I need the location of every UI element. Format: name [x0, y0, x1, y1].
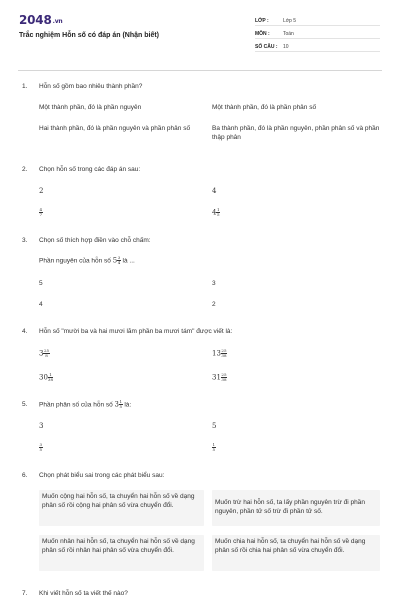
question-number: 3. [22, 237, 28, 244]
info-value: Toán [283, 31, 294, 37]
fraction: $\frac{1}{38}$ [47, 372, 54, 383]
question-number: 4. [22, 328, 28, 335]
q6-option-d[interactable]: Muốn chia hai hỗn số, ta chuyển hai hỗn số về dạng phân số rồi chia hai phân số vừa chuyển đổi. [212, 535, 380, 571]
q3-option-d[interactable]: 2 [212, 301, 216, 308]
q2-option-b[interactable]: 4 [212, 187, 217, 195]
q4-option-a[interactable]: 3 $\frac{25}{8}$ [39, 348, 50, 359]
question-text: Hỗn số "mười ba và hai mươi lăm phần ba mươi tám" được viết là: [39, 328, 233, 335]
q3-option-b[interactable]: 3 [212, 280, 216, 287]
q1-option-a[interactable]: Một thành phần, đó là phần nguyên [39, 104, 142, 111]
info-label: MÔN : [255, 31, 270, 37]
info-row-subject [255, 29, 380, 39]
page-title: Trắc nghiệm Hỗn số có đáp án (Nhận biết) [19, 32, 160, 39]
question-text: Chọn số thích hợp điền vào chỗ chấm: [39, 237, 151, 244]
question-number: 2. [22, 166, 28, 173]
q4-option-c[interactable]: 30 $\frac{1}{38}$ [39, 372, 54, 383]
question-number: 6. [22, 472, 28, 479]
q6-option-a[interactable]: Muốn cộng hai hỗn số, ta chuyển hai hỗn số về dạng phân số rồi cộng hai phân số vừa chuyển đổi. [39, 490, 204, 526]
q1-option-c[interactable]: Hai thành phần, đó là phần nguyên và phần phân số [39, 125, 191, 132]
question-text: Hỗn số gồm bao nhiêu thành phần? [39, 83, 143, 90]
question-text: Chọn hỗn số trong các đáp án sau: [39, 166, 141, 173]
fraction: $\frac{25}{8}$ [43, 348, 50, 359]
q5-option-b[interactable]: 5 [212, 422, 217, 430]
fraction: $\frac{4}{7}$ [39, 207, 43, 218]
q2-option-c[interactable] [39, 208, 204, 217]
fraction: $\frac{25}{38}$ [221, 348, 227, 359]
fraction: $\frac{1}{5}$ [216, 207, 220, 218]
q6-option-c[interactable]: Muốn nhân hai hỗn số, ta chuyển hai hỗn số về dạng phân số rồi nhân hai phân số vừa chuyển đổi. [39, 535, 204, 571]
fraction: $\frac{3}{5}$ [39, 442, 43, 453]
q4-option-b[interactable]: 13 $\frac{25}{38}$ [212, 348, 227, 359]
header [0, 0, 400, 70]
fraction: $\frac{25}{38}$ [221, 372, 227, 383]
question-number: 7. [22, 590, 28, 597]
question-number: 5. [22, 401, 28, 408]
q3-option-c[interactable]: 4 [39, 301, 43, 308]
q3-option-a[interactable]: 5 [39, 280, 43, 287]
site-logo[interactable]: 2048.vn [19, 13, 63, 27]
question-text: Chọn phát biểu sai trong các phát biểu sau: [39, 472, 165, 479]
q2-option-a[interactable]: 2 [39, 187, 44, 195]
q5-option-d[interactable] [212, 443, 380, 452]
question-text: Phần phân số của hỗn số 3 $\frac{1}{5}$ là: [39, 399, 132, 410]
q1-option-b[interactable]: Một thành phần, đó là phần phân số [212, 104, 317, 111]
q2-option-d[interactable]: 4 $\frac{1}{5}$ [212, 207, 220, 218]
question-number: 1. [22, 83, 28, 90]
info-row-count [255, 42, 380, 52]
q5-option-a[interactable]: 3 [39, 422, 44, 430]
fraction: $\frac{3}{4}$ [117, 255, 121, 266]
fraction: $\frac{1}{5}$ [119, 399, 123, 410]
info-label: LỚP : [255, 18, 269, 24]
question-text: Khi viết hỗn số ta viết thế nào? [39, 590, 128, 597]
q1-option-d[interactable]: Ba thành phần, đó là phần nguyên, phần phân số và phần thập phân [212, 125, 380, 141]
info-row-class [255, 16, 380, 26]
q5-option-c[interactable] [39, 443, 204, 452]
info-label: SỐ CÂU : [255, 44, 278, 50]
q6-option-b[interactable]: Muốn trừ hai hỗn số, ta lấy phần nguyên trừ đi phần nguyên, phần tử số trừ đi phần tử số. [212, 490, 380, 526]
info-value: 10 [283, 44, 289, 50]
q4-option-d[interactable]: 31 $\frac{25}{38}$ [212, 372, 227, 383]
fraction: $\frac{1}{5}$ [212, 442, 216, 453]
q3-prompt: Phần nguyên của hỗn số 5 $\frac{3}{4}$ là ... [39, 255, 135, 266]
info-value: Lớp 5 [283, 18, 297, 24]
header-divider [18, 70, 382, 71]
